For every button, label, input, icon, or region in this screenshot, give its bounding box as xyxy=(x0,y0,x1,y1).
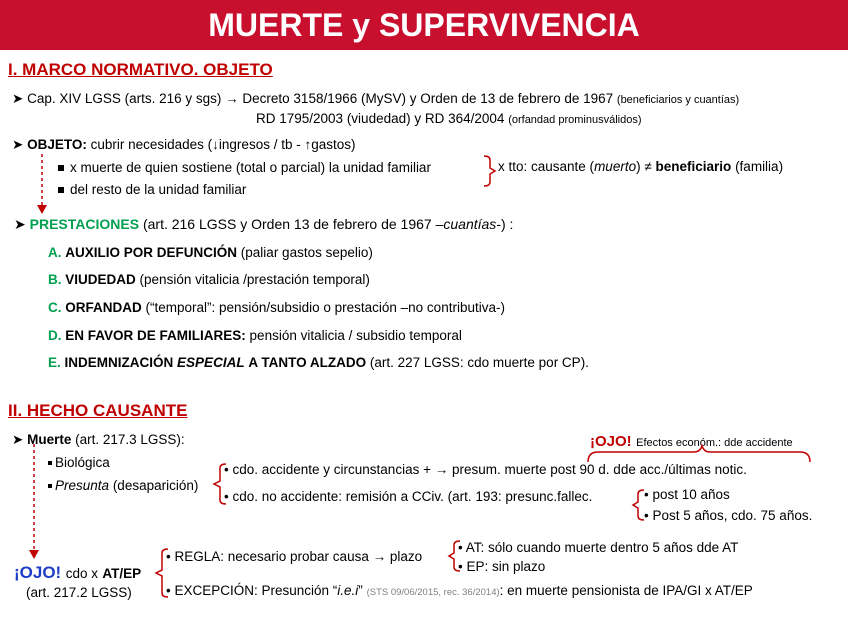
bullet-arrow-icon: ➤ xyxy=(12,432,24,447)
objeto-item-2: del resto de la unidad familiar xyxy=(58,182,246,197)
bracket-presunta xyxy=(214,464,226,504)
ojo-effects-note: ¡OJO! Efectos económ.: dde accidente xyxy=(590,433,793,450)
at-line: • AT: sólo cuando muerte dentro 5 años dde AT xyxy=(458,540,739,555)
excepcion-line: • EXCEPCIÓN: Presunción “i.e.i” (STS 09/06/2015, rec. 36/2014): en muerte pensionista de IPA/GI x AT/EP xyxy=(166,583,753,598)
cap-line-1: ➤ Cap. XIV LGSS (arts. 216 y sgs) → Decreto 3158/1966 (MySV) y Orden de 13 de febrero de 1967 (beneficiarios y cuantías) xyxy=(12,91,740,106)
objeto-line: ➤ OBJETO: cubrir necesidades (↓ingresos / tb - ↑gastos) xyxy=(12,137,356,152)
prestaciones-line: ➤ PRESTACIONES (art. 216 LGSS y Orden 13 de febrero de 1967 –cuantías-) : xyxy=(14,216,514,232)
biologica-item: Biológica xyxy=(48,455,110,470)
bracket-objeto xyxy=(484,156,495,186)
prestacion-item-b: B. VIUDEDAD (pensión vitalicia /prestación temporal) xyxy=(48,272,370,287)
presunta-item: Presunta (desaparición) xyxy=(48,478,198,493)
section-1-heading: I. MARCO NORMATIVO. OBJETO xyxy=(8,60,273,79)
prestacion-item-a: A. AUXILIO POR DEFUNCIÓN (paliar gastos sepelio) xyxy=(48,245,373,260)
prestacion-item-d: D. EN FAVOR DE FAMILIARES: pensión vitalicia / subsidio temporal xyxy=(48,328,462,343)
arrow-head-icon xyxy=(37,205,47,214)
brace-efectos xyxy=(588,446,810,462)
bullet-arrow-icon: ➤ xyxy=(12,91,24,106)
prestacion-item-e: E. INDEMNIZACIÓN ESPECIAL A TANTO ALZADO (art. 227 LGSS: cdo muerte por CP). xyxy=(48,355,589,370)
cap-line-2: RD 1795/2003 (viudedad) y RD 364/2004 (orfandad prominusválidos) xyxy=(256,111,642,126)
muerte-line: ➤ Muerte (art. 217.3 LGSS): xyxy=(12,432,185,447)
arrow-head-icon xyxy=(29,550,39,559)
prestacion-item-c: C. ORFANDAD (“temporal”: pensión/subsidio o prestación –no contributiva-) xyxy=(48,300,505,315)
bracket-plazos xyxy=(633,490,644,520)
section-2-heading: II. HECHO CAUSANTE xyxy=(8,401,188,420)
accidente-line: • cdo. accidente y circunstancias + → presum. muerte post 90 d. dde acc./últimas notic. xyxy=(224,462,747,477)
regla-line: • REGLA: necesario probar causa → plazo xyxy=(166,549,423,564)
no-accidente-line: • cdo. no accidente: remisión a CCiv. (art. 193: presunc.fallec. xyxy=(224,489,593,504)
ojo-at-ep: ¡OJO! cdo x AT/EP xyxy=(14,563,142,582)
bullet-arrow-icon: ➤ xyxy=(14,216,26,232)
bracket-at-ep xyxy=(449,541,460,571)
ep-line: • EP: sin plazo xyxy=(458,559,546,574)
post-5-anos: • Post 5 años, cdo. 75 años. xyxy=(644,508,813,523)
bullet-arrow-icon: ➤ xyxy=(12,137,24,152)
objeto-item-1: x muerte de quien sostiene (total o parcial) la unidad familiar xyxy=(58,160,431,175)
page-title: MUERTE y SUPERVIVENCIA xyxy=(208,6,640,43)
causante-note: x tto: causante (muerto) ≠ beneficiario (familia) xyxy=(498,159,784,174)
bracket-regla-excepcion xyxy=(156,549,168,597)
art-217-2: (art. 217.2 LGSS) xyxy=(26,585,132,600)
post-10-anos: • post 10 años xyxy=(644,487,730,502)
